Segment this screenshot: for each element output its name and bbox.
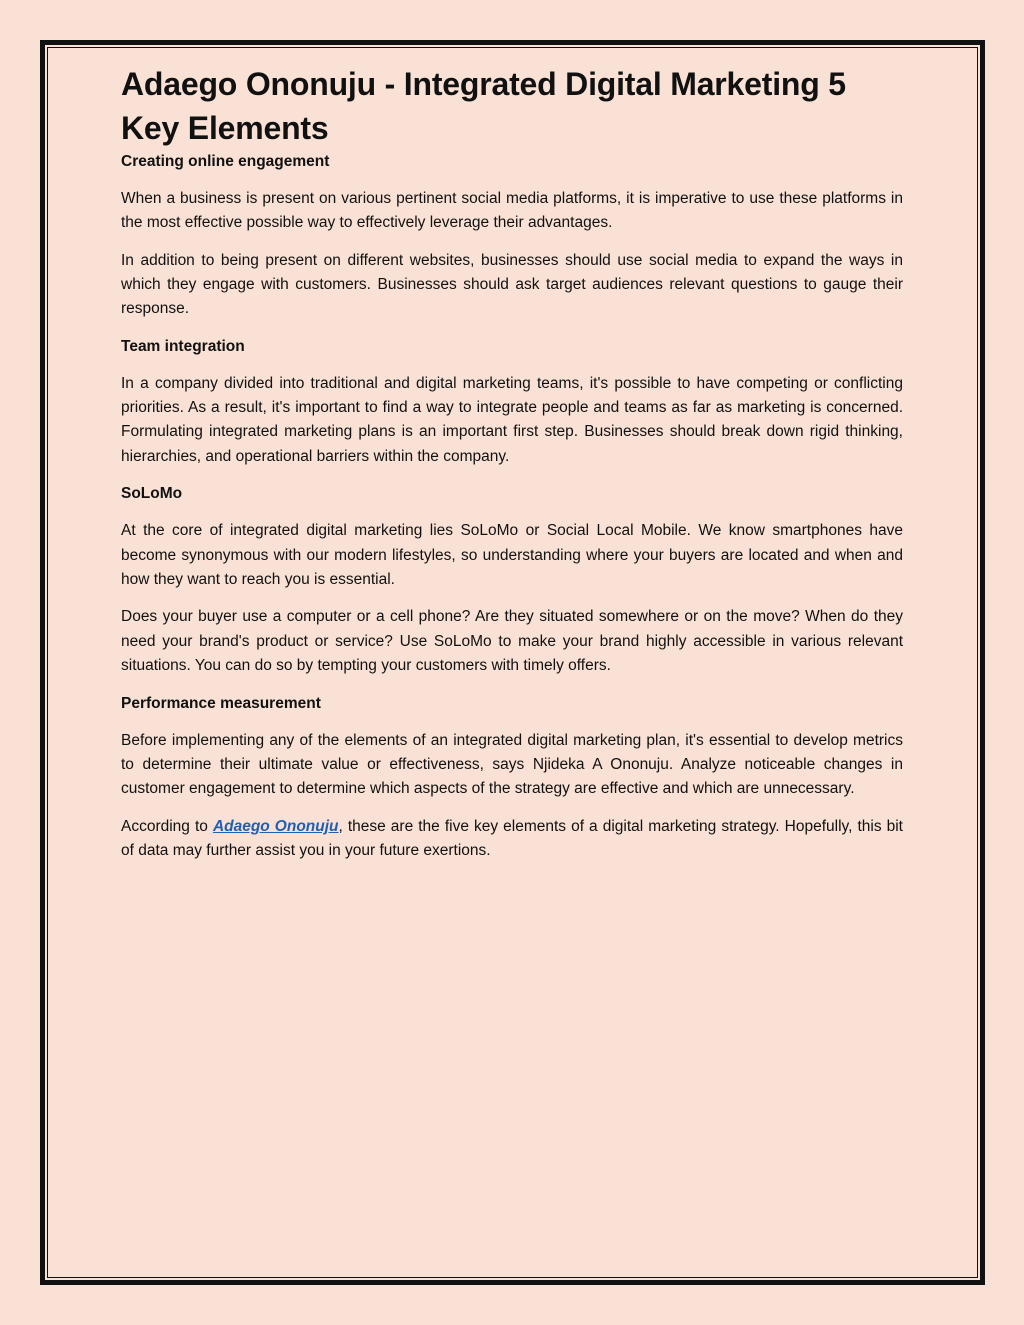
section-heading-solomo: SoLoMo <box>121 485 183 503</box>
paragraph: In a company divided into traditional and digital marketing teams, it's possible to have competing or conflicting priorities. As a result, it's important to find a way to integrate people and teams as far as marketing is concerned. Formulating integrated marketing plans is an important first step. Businesses should break down rigid thinking, hierarchies, and operational barriers within the company. <box>121 375 903 465</box>
closing-paragraph <box>121 815 903 863</box>
section-heading-team-integration: Team integration <box>121 338 245 356</box>
paragraph: Before implementing any of the elements of an integrated digital marketing plan, it's essential to develop metrics to determine their ultimate value or effectiveness, says Njideka A Ononuju. Analyze noticeable changes in customer engagement to determine which aspects of the strategy are effective and which are unnecessary. <box>121 731 903 797</box>
section-heading-performance: Performance measurement <box>121 694 321 712</box>
section-heading-engagement: Creating online engagement <box>121 153 330 170</box>
author-link[interactable]: Adaego Ononuju <box>212 817 339 835</box>
closing-prefix: According to <box>121 817 213 835</box>
closing-suffix: , these are the five key elements of a digital marketing strategy. Hopefully, this bit of data may further assist you in your future exertions. <box>121 817 903 859</box>
document-body <box>121 62 903 877</box>
paragraph: At the core of integrated digital marketing lies SoLoMo or Social Local Mobile. We know smartphones have become synonymous with our modern lifestyles, so understanding where your buyers are located and when and how they want to reach you is essential. <box>121 522 903 588</box>
document-title: Adaego Ononuju - Integrated Digital Marketing 5 Key Elements <box>121 66 846 146</box>
paragraph: Does your buyer use a computer or a cell phone? Are they situated somewhere or on the move? When do they need your brand's product or service? Use SoLoMo to make your brand highly accessible in various relevant situations. You can do so by tempting your customers with timely offers. <box>121 608 903 674</box>
paragraph: When a business is present on various pertinent social media platforms, it is imperative to use these platforms in the most effective possible way to effectively leverage their advantages. <box>121 190 903 232</box>
paragraph: In addition to being present on different websites, businesses should use social media to expand the ways in which they engage with customers. Businesses should ask target audiences relevant questions to gauge their response. <box>121 251 903 318</box>
